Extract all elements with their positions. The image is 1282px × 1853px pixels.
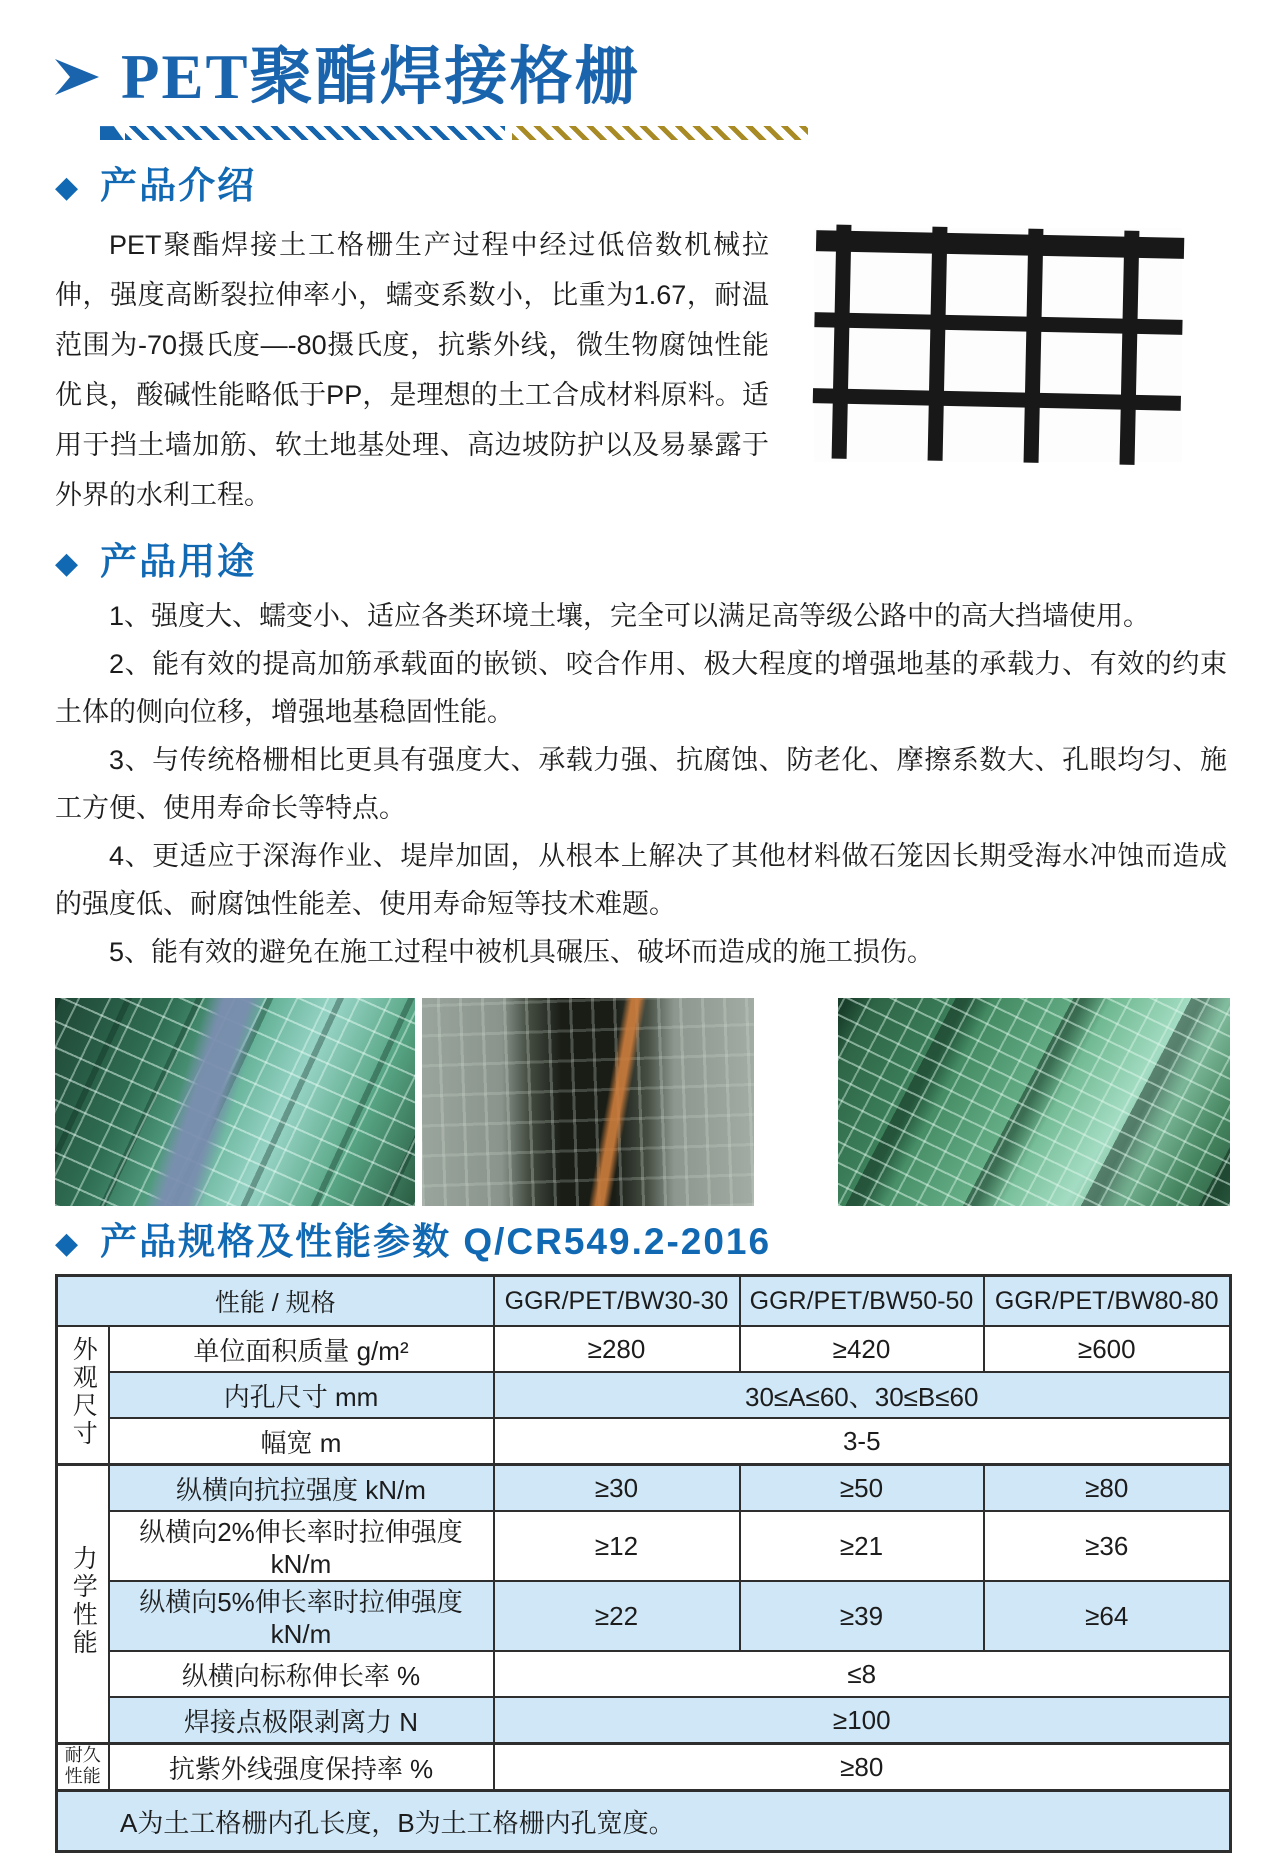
intro-paragraph: PET聚酯焊接土工格栅生产过程中经过低倍数机械拉伸，强度高断裂拉伸率小，蠕变系数小，比重为1.67，耐温范围为-70摄氏度—-80摄氏度，抗紫外线，微生物腐蚀性能优良，酸碱性能略低于PP，是理想的土工合成材料原料。适用于挡土墙加筋、软土地基处理、高边坡防护以及易暴露于外界的水利工程。 <box>55 230 769 511</box>
table-header-row <box>57 1276 1231 1327</box>
table-row-peel-force <box>57 1697 1231 1744</box>
section-intro-heading: 产品介绍 <box>100 165 257 207</box>
photo-green-geogrid-rolls <box>55 998 415 1206</box>
cell-value: ≥39 <box>740 1581 984 1651</box>
hatch-stripe-gold <box>512 126 808 140</box>
section-uses-heading-row <box>55 540 1227 584</box>
row-label: 幅宽 m <box>109 1418 494 1465</box>
cell-value-merged: ≥100 <box>494 1697 1231 1744</box>
cell-value: ≥64 <box>984 1581 1231 1651</box>
page-title: PET聚酯焊接格栅 <box>121 42 640 112</box>
use-item-5: 5、能有效的避免在施工过程中被机具碾压、破坏而造成的施工损伤。 <box>109 937 935 968</box>
table-row-width <box>57 1418 1231 1465</box>
right-arrow-icon <box>55 53 101 101</box>
table-row-strength-2pct <box>57 1511 1231 1581</box>
photo-black-geogrid-roll <box>422 998 754 1206</box>
row-group-durability: 耐久性能 <box>57 1744 109 1791</box>
row-label: 纵横向抗拉强度 kN/m <box>109 1465 494 1512</box>
use-item-4: 4、更适应于深海作业、堤岸加固，从根本上解决了其他材料做石笼因长期受海水冲蚀而造成的强度低、耐腐蚀性能差、使用寿命短等技术难题。 <box>55 841 1227 920</box>
use-item-2: 2、能有效的提高加筋承载面的嵌锁、咬合作用、极大程度的增强地基的承载力、有效的约束土体的侧向位移，增强地基稳固性能。 <box>55 649 1227 728</box>
geogrid-pattern <box>812 224 1185 466</box>
header-spec-bw30: GGR/PET/BW30-30 <box>494 1276 740 1327</box>
row-label: 焊接点极限剥离力 N <box>109 1697 494 1744</box>
table-row-aperture <box>57 1372 1231 1418</box>
hatch-stripe-blue <box>125 126 505 140</box>
diamond-icon: ◆ <box>55 1227 79 1261</box>
product-photo-strip <box>55 998 1227 1206</box>
header-property: 性能 / 规格 <box>57 1276 494 1327</box>
cell-value: ≥30 <box>494 1465 740 1512</box>
table-row-mass <box>57 1326 1231 1372</box>
row-label: 纵横向标称伸长率 % <box>109 1651 494 1697</box>
cell-value: ≥12 <box>494 1511 740 1581</box>
section-intro-heading-row <box>55 164 1227 208</box>
section-uses-heading: 产品用途 <box>100 541 257 583</box>
cell-value-merged: ≥80 <box>494 1744 1231 1791</box>
stripe-start-block <box>100 126 124 140</box>
cell-value: ≥50 <box>740 1465 984 1512</box>
photo-green-geogrid-stack <box>838 998 1230 1206</box>
use-item-1: 1、强度大、蠕变小、适应各类环境土壤，完全可以满足高等级公路中的高大挡墙使用。 <box>109 601 1151 632</box>
cell-value-merged: ≤8 <box>494 1651 1231 1697</box>
diamond-icon: ◆ <box>55 171 79 205</box>
table-footnote-row <box>57 1791 1231 1852</box>
row-label: 抗紫外线强度保持率 % <box>109 1744 494 1791</box>
row-group-mechanical: 力学性能 <box>57 1465 109 1744</box>
table-row-elongation <box>57 1651 1231 1697</box>
table-row-tensile <box>57 1465 1231 1512</box>
row-group-appearance: 外观尺寸 <box>57 1326 109 1465</box>
section-specs-heading: 产品规格及性能参数 Q/CR549.2-2016 <box>100 1221 772 1263</box>
decorative-stripe <box>100 126 1227 140</box>
cell-value: ≥22 <box>494 1581 740 1651</box>
cell-value-merged: 3-5 <box>494 1418 1231 1465</box>
header-spec-bw80: GGR/PET/BW80-80 <box>984 1276 1231 1327</box>
header-spec-bw50: GGR/PET/BW50-50 <box>740 1276 984 1327</box>
cell-value: ≥80 <box>984 1465 1231 1512</box>
table-row-strength-5pct <box>57 1581 1231 1651</box>
table-footnote: A为土工格栅内孔长度，B为土工格栅内孔宽度。 <box>57 1791 1231 1852</box>
section-specs-heading-row <box>55 1220 1227 1264</box>
use-item-3: 3、与传统格栅相比更具有强度大、承载力强、抗腐蚀、防老化、摩擦系数大、孔眼均匀、施工方便、使用寿命长等特点。 <box>55 745 1227 824</box>
table-row-uv-retention <box>57 1744 1231 1791</box>
cell-value-merged: 30≤A≤60、30≤B≤60 <box>494 1372 1231 1418</box>
uses-list <box>55 592 1227 976</box>
black-geogrid-sample-photo <box>814 228 1182 462</box>
row-label: 纵横向2%伸长率时拉伸强度 kN/m <box>109 1511 494 1581</box>
cell-value: ≥36 <box>984 1511 1231 1581</box>
row-label: 纵横向5%伸长率时拉伸强度 kN/m <box>109 1581 494 1651</box>
cell-value: ≥280 <box>494 1326 740 1372</box>
cell-value: ≥600 <box>984 1326 1231 1372</box>
row-label: 单位面积质量 g/m² <box>109 1326 494 1372</box>
cell-value: ≥420 <box>740 1326 984 1372</box>
spec-table <box>55 1274 1232 1853</box>
intro-block <box>55 220 1227 520</box>
cell-value: ≥21 <box>740 1511 984 1581</box>
diamond-icon: ◆ <box>55 547 79 581</box>
row-label: 内孔尺寸 mm <box>109 1372 494 1418</box>
page-title-row <box>55 0 1227 110</box>
